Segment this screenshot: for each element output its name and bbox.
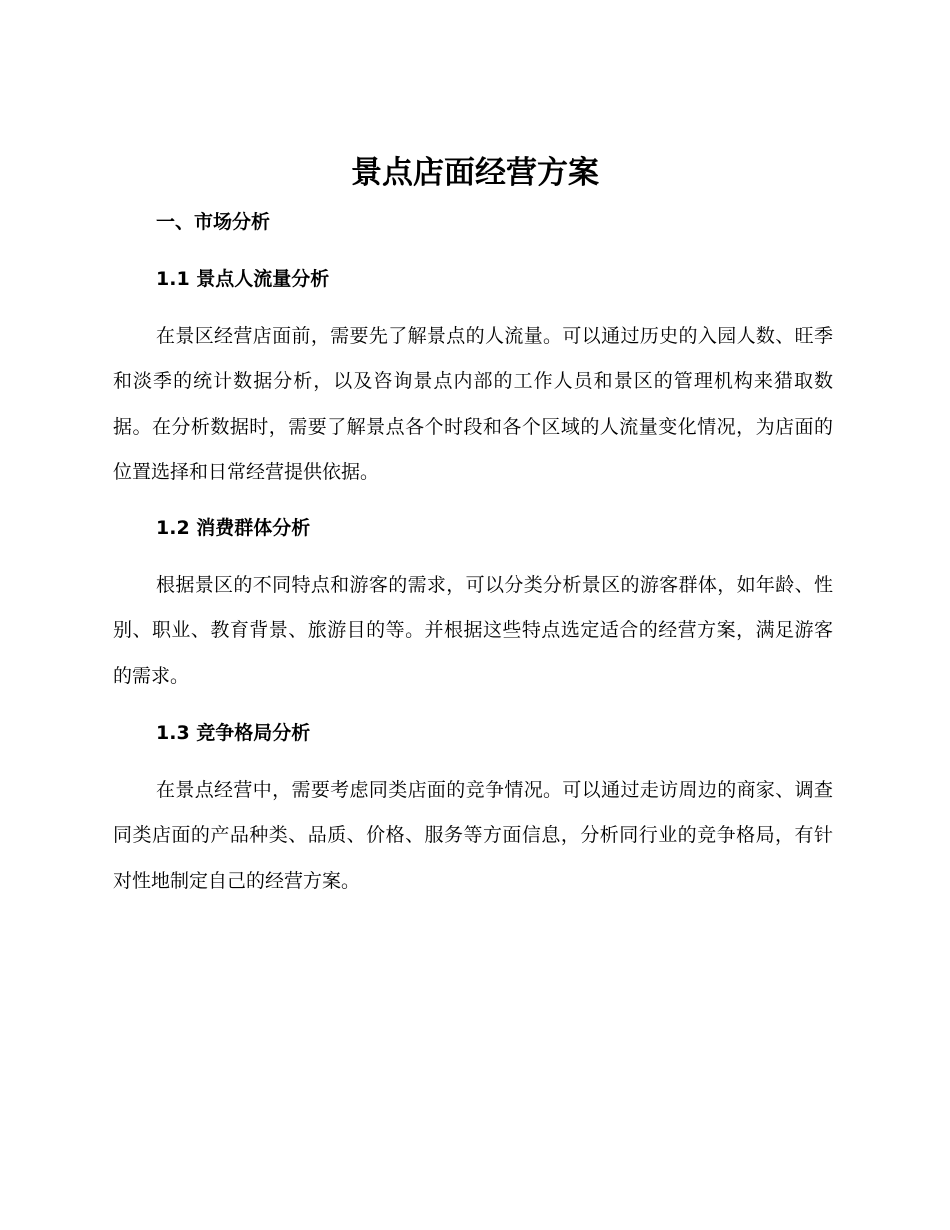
section-heading-market-analysis: 一、市场分析 (156, 211, 271, 233)
paragraph-visitor-flow: 在景区经营店面前，需要先了解景点的人流量。可以通过历史的入园人数、旺季和淡季的统计数据分析，以及咨询景点内部的工作人员和景区的管理机构来猎取数据。在分析数据时，需要了解景点各个时段和各个区域的人流量变化情况，为店面的位置选择和日常经营提供依据。 (113, 325, 833, 483)
subsection-heading-visitor-flow: 1.1 景点人流量分析 (156, 268, 330, 290)
subsection-heading-consumer-groups: 1.2 消费群体分析 (156, 517, 311, 539)
subsection-heading-competition: 1.3 竞争格局分析 (156, 722, 311, 744)
paragraph-consumer-groups: 根据景区的不同特点和游客的需求，可以分类分析景区的游客群体，如年龄、性别、职业、教育背景、旅游目的等。并根据这些特点选定适合的经营方案，满足游客的需求。 (113, 574, 833, 687)
paragraph-competition: 在景点经营中，需要考虑同类店面的竞争情况。可以通过走访周边的商家、调查同类店面的产品种类、品质、价格、服务等方面信息，分析同行业的竞争格局，有针对性地制定自己的经营方案。 (113, 779, 833, 892)
document-title: 景点店面经营方案 (351, 155, 599, 191)
